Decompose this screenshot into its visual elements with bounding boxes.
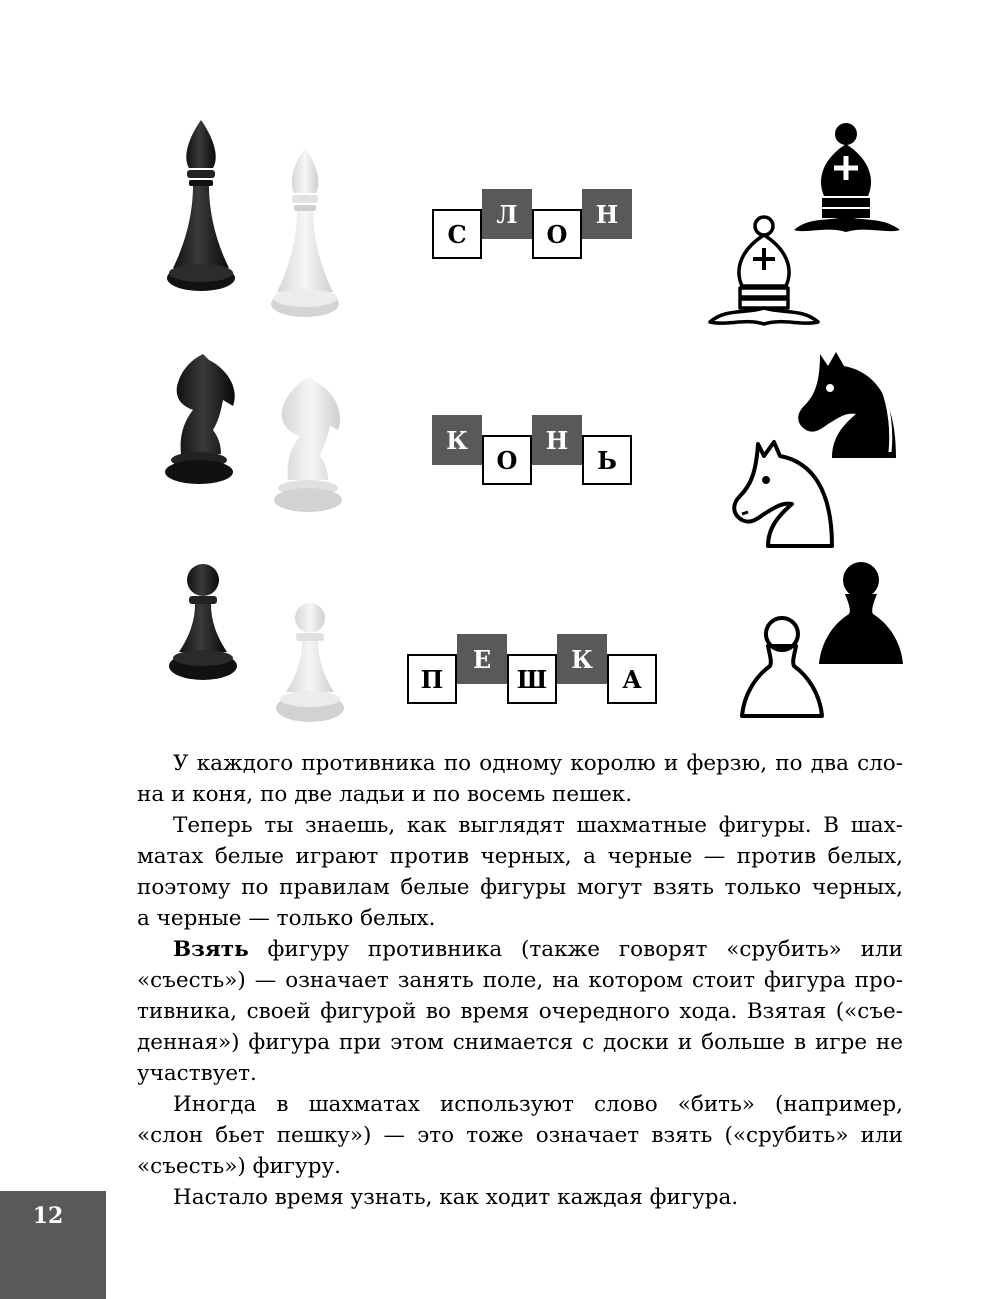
knight-3d-white-icon bbox=[266, 372, 356, 514]
text-line: денная») фигура при этом снимается с доски и больше в игре не bbox=[137, 1030, 903, 1055]
body-text bbox=[137, 748, 903, 1213]
pawn-3d-black-icon bbox=[165, 562, 241, 688]
letter-cell: О bbox=[482, 435, 532, 485]
text-line: участвует. bbox=[137, 1061, 257, 1086]
text-line: Настало время узнать, как ходит каждая фигура. bbox=[173, 1185, 739, 1210]
text-line: тивника, своей фигурой во время очередного хода. Взятая («съе- bbox=[137, 999, 903, 1024]
letter-cell: О bbox=[532, 209, 582, 259]
letter-cell: Ш bbox=[507, 654, 557, 704]
text-line: «съесть») фигуру. bbox=[137, 1154, 341, 1179]
text-line: У каждого противника по одному королю и ферзю, по два сло- bbox=[173, 751, 903, 776]
letter-cell: А bbox=[607, 654, 657, 704]
letter-cell: К bbox=[432, 415, 482, 465]
letter-cell: К bbox=[557, 634, 607, 684]
text-line: «слон бьет пешку») — это тоже означает взять («срубить» или bbox=[137, 1123, 903, 1148]
knight-3d-black-icon bbox=[163, 350, 245, 486]
paragraph bbox=[137, 810, 903, 934]
letter-cell: Л bbox=[482, 189, 532, 239]
text-line bbox=[137, 934, 903, 965]
pawn-glyph-white-icon bbox=[738, 612, 826, 722]
letter-cell: Е bbox=[457, 634, 507, 684]
letter-cell: С bbox=[432, 209, 482, 259]
bishop-3d-white-icon bbox=[265, 146, 345, 324]
word-bishop bbox=[432, 189, 632, 259]
paragraph bbox=[137, 934, 903, 1089]
pawn-3d-white-icon bbox=[272, 600, 348, 728]
page-number: 12 bbox=[32, 1203, 64, 1229]
text-line: поэтому по правилам белые фигуры могут взять только черных, bbox=[137, 875, 903, 900]
word-knight bbox=[432, 415, 632, 485]
text-line: на и коня, по две ладьи и по восемь пешек. bbox=[137, 782, 633, 807]
text-fragment: фигуру противника (также говорят «срубить» или bbox=[248, 937, 903, 962]
paragraph bbox=[137, 1182, 903, 1213]
letter-cell: Н bbox=[532, 415, 582, 465]
pawn-glyph-black-icon bbox=[815, 558, 907, 668]
bishop-3d-black-icon bbox=[163, 118, 239, 298]
text-line: матах белые играют против черных, а черные — против белых, bbox=[137, 844, 903, 869]
paragraph bbox=[137, 748, 903, 810]
text-line: «съесть») — означает занять поле, на котором стоит фигура про- bbox=[137, 968, 903, 993]
bishop-glyph-white-icon bbox=[704, 212, 822, 332]
text-line: Теперь ты знаешь, как выглядят шахматные фигуры. В шах- bbox=[173, 813, 903, 838]
letter-cell: П bbox=[407, 654, 457, 704]
paragraph bbox=[137, 1089, 903, 1182]
knight-glyph-white-icon bbox=[724, 436, 840, 552]
text-line: а черные — только белых. bbox=[137, 906, 436, 931]
letter-cell: Ь bbox=[582, 435, 632, 485]
term-bold: Взять bbox=[173, 937, 249, 962]
letter-cell: Н bbox=[582, 189, 632, 239]
word-pawn bbox=[407, 634, 657, 704]
text-line: Иногда в шахматах используют слово «бить» (например, bbox=[173, 1092, 903, 1117]
